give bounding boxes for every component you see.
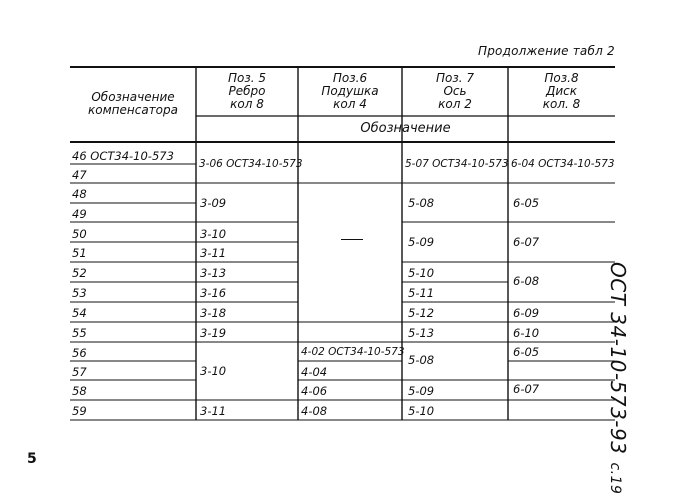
col8-cell: 6-05 bbox=[513, 345, 540, 359]
col6-cell: 4-06 bbox=[301, 384, 328, 398]
page-number: с.19 bbox=[607, 462, 623, 495]
col5-cell: 3-09 bbox=[200, 196, 227, 210]
row-designation: 55 bbox=[72, 326, 87, 340]
col6-cell: 4-08 bbox=[301, 404, 328, 418]
col7-cell: 5-12 bbox=[408, 306, 435, 320]
col8-cell: 6-05 bbox=[513, 196, 540, 210]
col6-cell: 4-02 ОСТ34-10-573 bbox=[301, 346, 405, 358]
row-designation: 56 bbox=[72, 346, 87, 360]
header-col5: Поз. 5 Ребро кол 8 bbox=[227, 71, 266, 111]
row-designation: 58 bbox=[72, 384, 87, 398]
col5-cell: 3-16 bbox=[200, 286, 227, 300]
header-designation: Обозначение компенсатора bbox=[88, 90, 178, 117]
row-designation: 50 bbox=[72, 227, 87, 241]
side-label bbox=[602, 262, 630, 495]
col8-cell: 6-09 bbox=[513, 306, 540, 320]
col7-cell: 5-08 bbox=[408, 353, 435, 367]
header-col6: Поз.6 Подушка кол 4 bbox=[321, 71, 379, 111]
col7-cell: 5-09 bbox=[408, 235, 435, 249]
col7-cell: 5-10 bbox=[408, 404, 435, 418]
header-col8: Поз.8 Диск кол. 8 bbox=[542, 71, 581, 111]
col5-cell: 3-06 ОСТ34-10-573 bbox=[199, 158, 303, 170]
col7-cell: 5-08 bbox=[408, 196, 435, 210]
header-col7: Поз. 7 Ось кол 2 bbox=[435, 71, 474, 111]
continuation-label: Продолжение табл 2 bbox=[478, 44, 615, 58]
col7-cell: 5-13 bbox=[408, 326, 435, 340]
col6-dash bbox=[341, 239, 363, 240]
row-designation: 51 bbox=[72, 246, 87, 260]
row-designation: 54 bbox=[72, 306, 87, 320]
row-designation: 47 bbox=[72, 168, 87, 182]
col8-cell: 6-07 bbox=[513, 382, 540, 396]
col5-cell: 3-10 bbox=[200, 364, 227, 378]
col5-cell: 3-19 bbox=[200, 326, 227, 340]
header-subheader: Обозначение bbox=[360, 121, 451, 136]
row-designation: 48 bbox=[72, 187, 87, 201]
standard-number: ОСТ 34-10-573-93 bbox=[606, 262, 630, 455]
col6-cell: 4-04 bbox=[301, 365, 328, 379]
col8-cell: 6-10 bbox=[513, 326, 540, 340]
row-designation: 46 ОСТ34-10-573 bbox=[72, 149, 174, 163]
col7-cell: 5-10 bbox=[408, 266, 435, 280]
col5-cell: 3-18 bbox=[200, 306, 227, 320]
row-designation: 49 bbox=[72, 207, 87, 221]
row-designation: 57 bbox=[72, 365, 87, 379]
col8-cell: 6-07 bbox=[513, 235, 540, 249]
col5-cell: 3-11 bbox=[200, 246, 227, 260]
col5-cell: 3-11 bbox=[200, 404, 227, 418]
row-designation: 53 bbox=[72, 286, 87, 300]
col8-cell: 6-04 ОСТ34-10-573 bbox=[511, 158, 615, 170]
col5-cell: 3-13 bbox=[200, 266, 227, 280]
row-designation: 59 bbox=[72, 404, 87, 418]
col7-cell: 5-11 bbox=[408, 286, 435, 300]
col7-cell: 5-09 bbox=[408, 384, 435, 398]
col8-cell: 6-08 bbox=[513, 274, 540, 288]
row-designation: 52 bbox=[72, 266, 87, 280]
col5-cell: 3-10 bbox=[200, 227, 227, 241]
corner-mark: 5 bbox=[27, 451, 37, 467]
col7-cell: 5-07 ОСТ34-10-573 bbox=[405, 158, 509, 170]
